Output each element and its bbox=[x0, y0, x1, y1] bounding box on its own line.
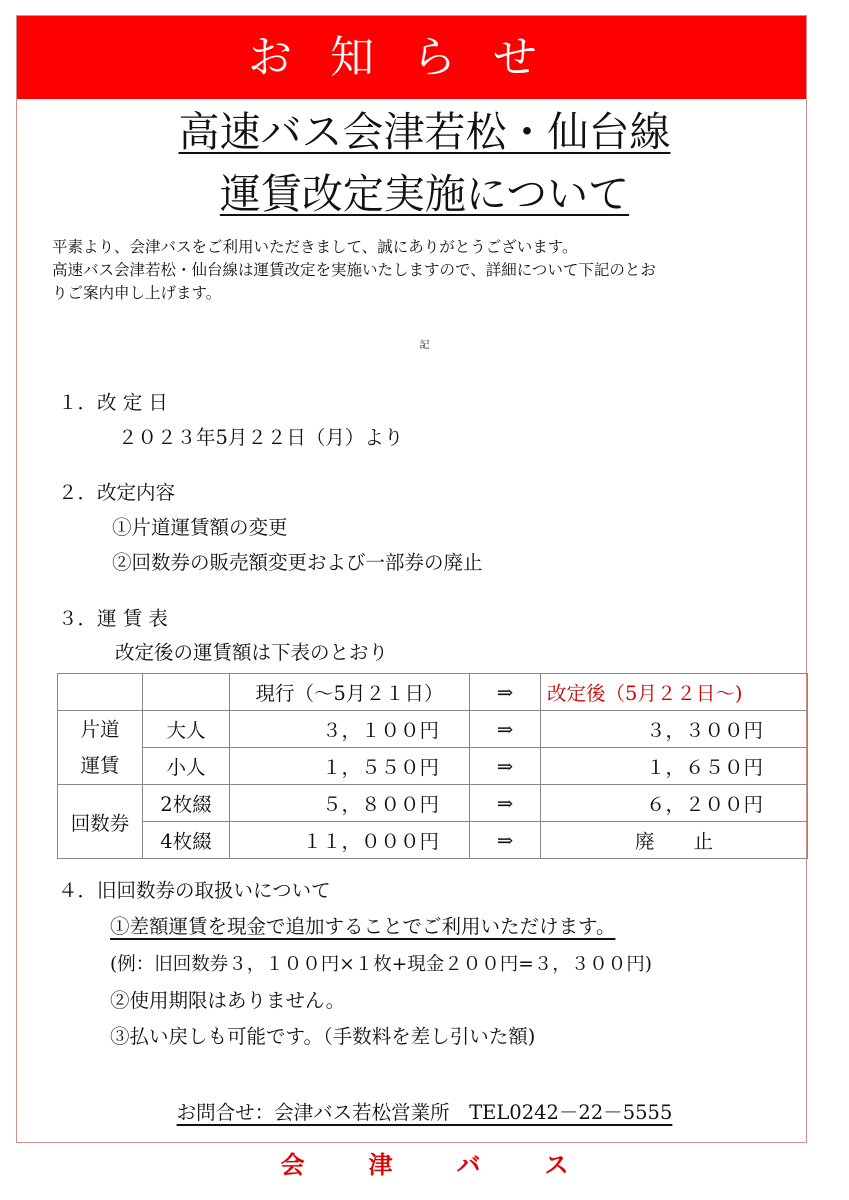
section4-item: ①差額運賃を現金で追加することでご利用いただけます。 bbox=[110, 915, 616, 938]
header-arrow: ⇒ bbox=[470, 674, 541, 711]
section2-item: ①片道運賃額の変更 bbox=[112, 516, 288, 539]
notice-banner: お知らせ bbox=[17, 16, 806, 99]
group-label: 運賃 bbox=[80, 753, 120, 777]
fare-table bbox=[57, 673, 808, 859]
section4-item: ②使用期限はありません。 bbox=[110, 989, 346, 1012]
intro-line: りご案内申し上げます。 bbox=[52, 284, 222, 302]
section2-heading: ２．改定内容 bbox=[58, 481, 176, 504]
current-fare: ３，１００円 bbox=[230, 711, 470, 748]
section3-note: 改定後の運賃額は下表のとおり bbox=[115, 641, 389, 664]
arrow: ⇒ bbox=[470, 711, 541, 748]
revised-fare: ６，２００円 bbox=[541, 785, 808, 822]
table-row bbox=[58, 711, 808, 748]
section3-heading: ３．運 賃 表 bbox=[58, 607, 168, 630]
group-coupon: 回数券 bbox=[58, 785, 143, 859]
arrow: ⇒ bbox=[470, 748, 541, 785]
page-title-line2: 運賃改定実施について bbox=[219, 170, 630, 218]
table-row bbox=[58, 748, 808, 785]
arrow: ⇒ bbox=[470, 785, 541, 822]
arrow: ⇒ bbox=[470, 822, 541, 859]
effective-date: ２０２３年5月２２日（月）より bbox=[118, 426, 404, 449]
group-label: 片道 bbox=[80, 717, 120, 741]
table-header-row bbox=[58, 674, 808, 711]
contact-text: お問合せ：会津バス若松営業所 TEL0242－22－5555 bbox=[176, 1101, 673, 1124]
row-type: 4枚綴 bbox=[143, 822, 230, 859]
intro-paragraph bbox=[52, 236, 812, 305]
header-revised: 改定後（5月２２日～) bbox=[541, 674, 808, 711]
section1-heading: １．改 定 日 bbox=[58, 391, 168, 414]
empty-cell bbox=[143, 674, 230, 711]
company-brand: 会津バス bbox=[280, 1151, 633, 1179]
page-title-line1: 高速バス会津若松・仙台線 bbox=[178, 108, 671, 156]
empty-cell bbox=[58, 674, 143, 711]
revised-fare: 廃 止 bbox=[541, 822, 808, 859]
current-fare: ５，８００円 bbox=[230, 785, 470, 822]
row-type: 大人 bbox=[143, 711, 230, 748]
section2-item: ②回数券の販売額変更および一部券の廃止 bbox=[112, 551, 483, 574]
intro-line: 高速バス会津若松・仙台線は運賃改定を実施いたしますので、詳細について下記のとお bbox=[52, 261, 656, 279]
ki-label: 記 bbox=[419, 340, 430, 351]
header-current: 現行（～5月２１日） bbox=[230, 674, 470, 711]
section4-example: (例：旧回数券３，１００円×１枚+現金２００円=３，３００円) bbox=[110, 954, 652, 975]
section4-item: ③払い戻しも可能です。（手数料を差し引いた額) bbox=[110, 1025, 536, 1048]
revised-fare: ３，３００円 bbox=[541, 711, 808, 748]
section4-heading: ４．旧回数券の取扱いについて bbox=[58, 879, 331, 902]
revised-fare: １，６５０円 bbox=[541, 748, 808, 785]
table-row bbox=[58, 785, 808, 822]
intro-line: 平素より、会津バスをご利用いただきまして、誠にありがとうございます。 bbox=[52, 238, 578, 256]
current-fare: １，５５０円 bbox=[230, 748, 470, 785]
current-fare: １１，０００円 bbox=[230, 822, 470, 859]
contact-info bbox=[0, 1097, 849, 1125]
row-type: 小人 bbox=[143, 748, 230, 785]
group-oneway bbox=[58, 711, 143, 785]
row-type: 2枚綴 bbox=[143, 785, 230, 822]
table-row bbox=[58, 822, 808, 859]
